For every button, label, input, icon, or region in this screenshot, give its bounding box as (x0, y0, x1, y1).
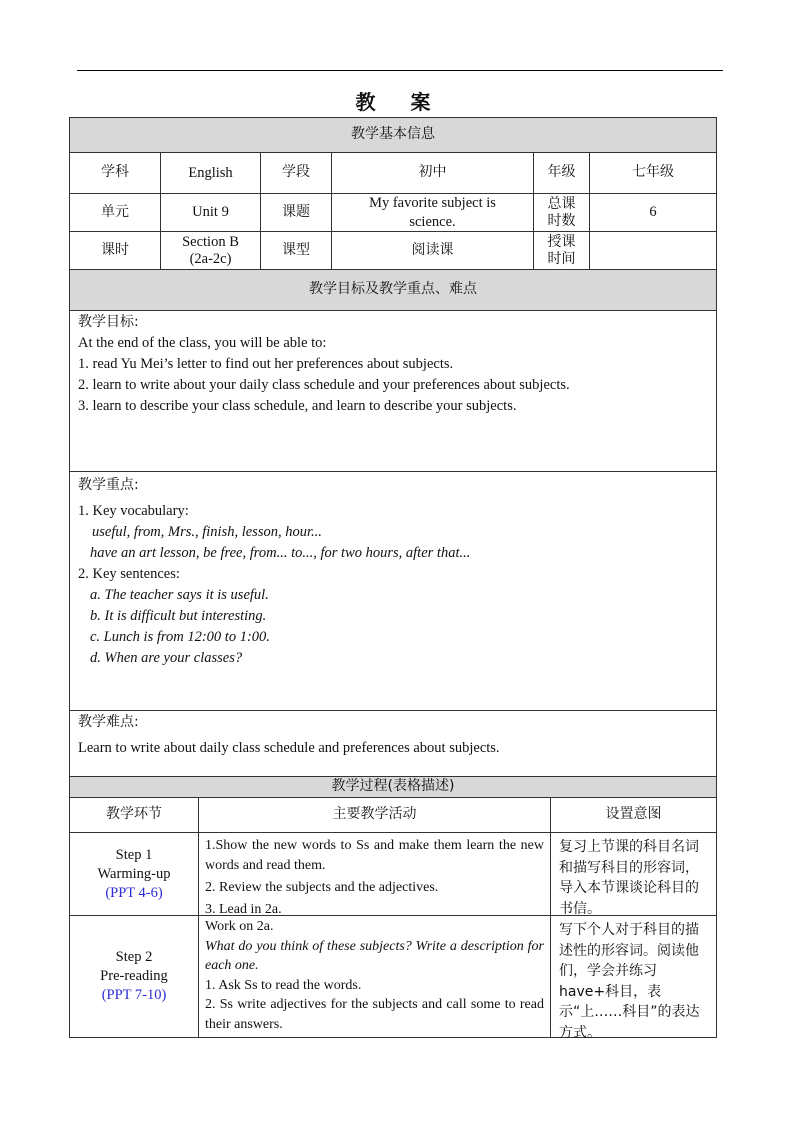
difficulties-section (69, 710, 717, 777)
label-lesson-type: 课型 (260, 231, 332, 270)
key-points-section (69, 471, 717, 711)
objectives-section (69, 310, 717, 472)
key-vocabulary-title: 1. Key vocabulary: (78, 503, 189, 519)
key-points-label: 教学重点: (78, 477, 139, 493)
top-rule (77, 70, 723, 71)
activity-item: 2. Ss write adjectives for the subjects and call some to read their answers. (205, 997, 544, 1032)
key-sentence: c. Lunch is from 12:00 to 1:00. (90, 629, 270, 645)
activity-item: 3. Lead in 2a. (205, 901, 282, 917)
objective-item: 3. learn to describe your class schedule, and learn to describe your subjects. (78, 398, 517, 414)
objective-item: 2. learn to write about your daily class schedule and your preferences about subjects. (78, 377, 570, 393)
value-teaching-time (589, 231, 717, 270)
label-unit: 单元 (69, 193, 161, 232)
label-subject: 学科 (69, 152, 161, 194)
value-subject: English (160, 152, 261, 194)
value-grade: 七年级 (589, 152, 717, 194)
value-unit: Unit 9 (160, 193, 261, 232)
col-header-stage: 教学环节 (69, 797, 199, 833)
step1-ppt: (PPT 4-6) (105, 884, 163, 901)
step1-stage-cell (69, 832, 199, 916)
key-sentence: b. It is difficult but interesting. (90, 608, 267, 624)
value-total-periods: 6 (589, 193, 717, 232)
step2-activities (198, 915, 551, 1038)
key-sentence: d. When are your classes? (90, 650, 243, 666)
value-school-stage: 初中 (331, 152, 534, 194)
document-title: 教 案 (355, 90, 445, 114)
step1-stage: Warming-up (97, 865, 171, 882)
activity-item: 1.Show the new words to Ss and make them learn the new words and read them. (205, 838, 544, 873)
activity-item: 2. Review the subjects and the adjectives. (205, 880, 439, 895)
label-teaching-time: 授课时间 (533, 231, 590, 270)
step2-purpose: 写下个人对于科目的描述性的形容词。阅读他们，学会并练习have+科目，表示“上……科目”的表达方式。 (550, 915, 717, 1038)
col-header-purpose: 设置意图 (550, 797, 717, 833)
objectives-label: 教学目标: (78, 314, 139, 330)
objective-item: 1. read Yu Mei’s letter to find out her preferences about subjects. (78, 356, 454, 372)
step2-stage-cell (69, 915, 199, 1038)
label-school-stage: 学段 (260, 152, 332, 194)
col-header-activities: 主要教学活动 (198, 797, 551, 833)
activity-prompt: What do you think of these subjects? Write a description for each one. (205, 938, 544, 973)
label-total-periods: 总课时数 (533, 193, 590, 232)
basic-info-header: 教学基本信息 (69, 117, 717, 153)
step1-number: Step 1 (115, 846, 153, 863)
value-period: Section B (2a-2c) (160, 231, 261, 270)
step1-activities (198, 832, 551, 916)
step2-number: Step 2 (115, 949, 153, 965)
key-sentences-title: 2. Key sentences: (78, 566, 180, 582)
vocabulary-line: useful, from, Mrs., finish, lesson, hour... (92, 524, 322, 540)
activity-item: 1. Ask Ss to read the words. (205, 977, 362, 993)
process-header: 教学过程(表格描述) (69, 776, 717, 798)
label-grade: 年级 (533, 152, 590, 194)
objectives-intro: At the end of the class, you will be able to: (78, 335, 327, 351)
value-topic: My favorite subject is science. (331, 193, 534, 232)
activity-intro: Work on 2a. (205, 919, 274, 934)
goals-header: 教学目标及教学重点、难点 (69, 269, 717, 311)
step2-ppt: (PPT 7-10) (101, 987, 167, 1003)
difficulties-label: 教学难点: (78, 714, 139, 730)
value-lesson-type: 阅读课 (331, 231, 534, 270)
vocabulary-line: have an art lesson, be free, from... to..., for two hours, after that... (90, 545, 471, 561)
step2-stage: Pre-reading (100, 968, 168, 984)
key-sentence: a. The teacher says it is useful. (90, 587, 269, 603)
difficulties-text: Learn to write about daily class schedule and preferences about subjects. (78, 740, 500, 756)
step1-purpose: 复习上节课的科目名词和描写科目的形容词，导入本节课谈论科目的书信。 (550, 832, 717, 916)
label-topic: 课题 (260, 193, 332, 232)
label-period: 课时 (69, 231, 161, 270)
